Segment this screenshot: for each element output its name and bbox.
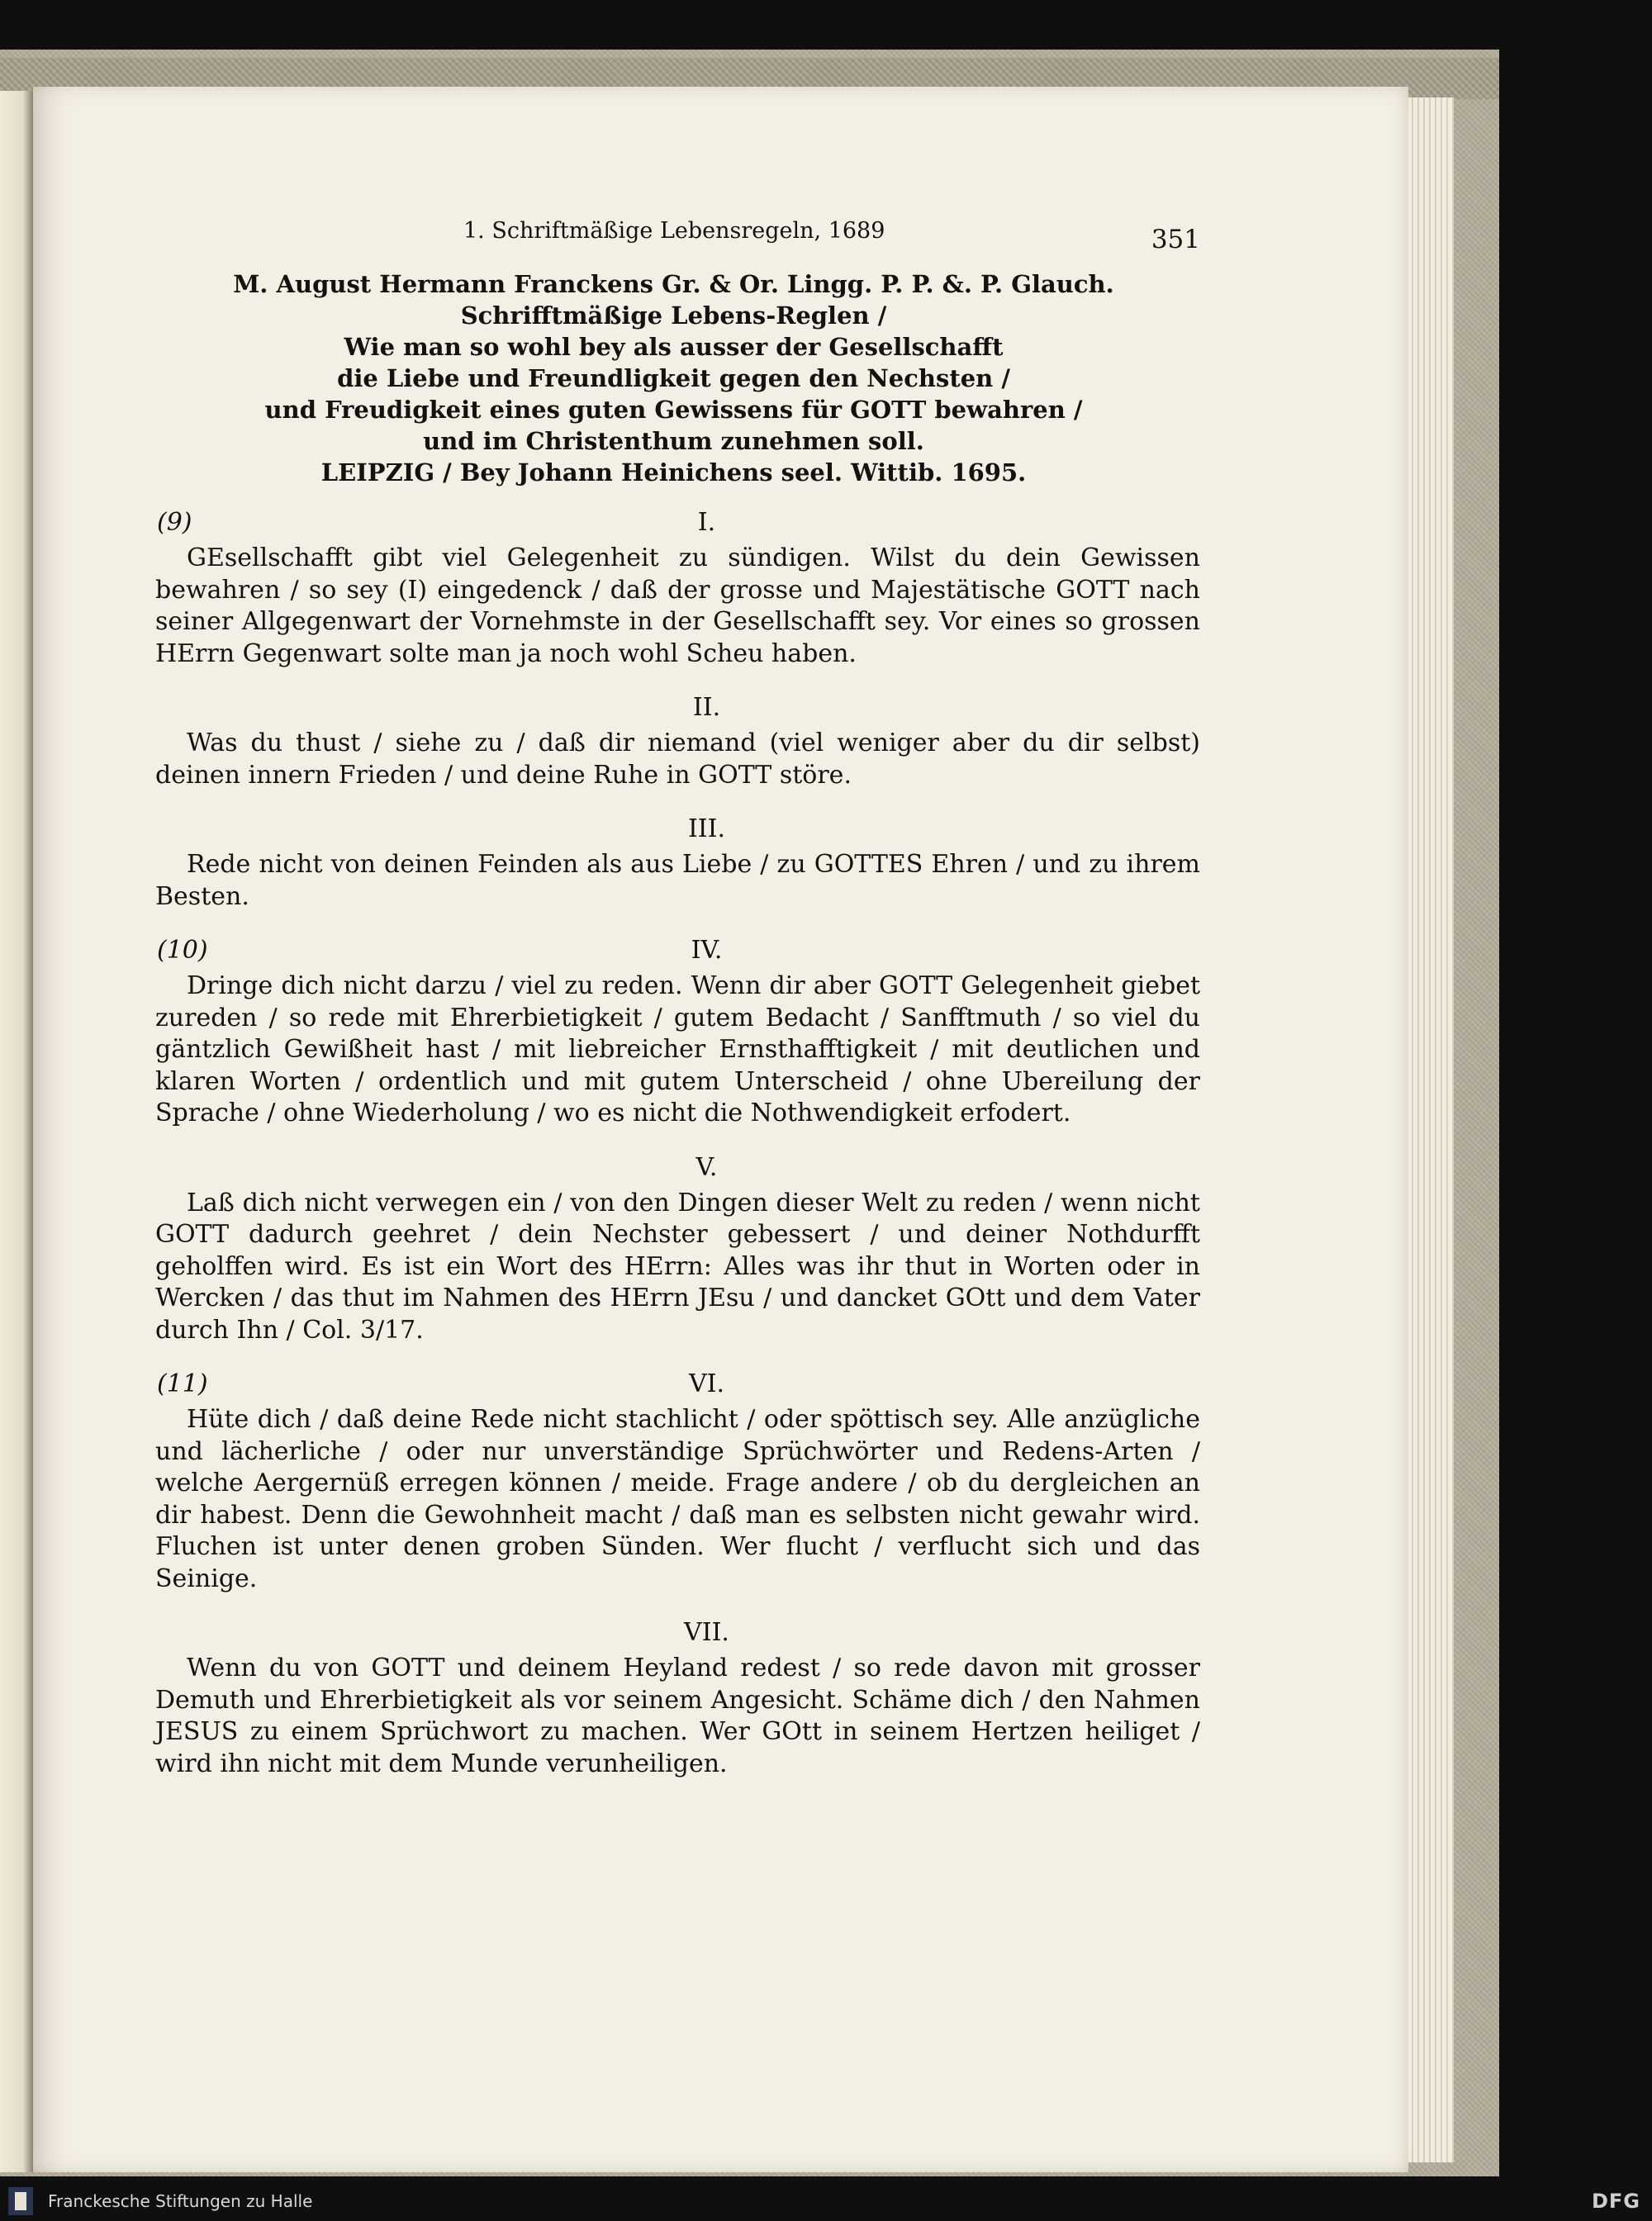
running-title: 1. Schriftmäßige Lebensregeln, 1689 [463,218,885,244]
marginal-number: (11) [157,1369,208,1398]
title-line: die Liebe und Freundligkeit gegen den Nechsten / [337,364,1010,392]
viewer-footer [0,2182,1652,2221]
section-numeral: VI. [688,1369,725,1398]
section-text: Wenn du von GOTT und deinem Heyland redest / so rede davon mit grosser Demuth und Ehrerbietigkeit als vor seinem Angesicht. Schäme dich / den Nahmen JESUS zu einem Sprüchwort zu machen. Wer GOtt in seinem Hertzen heiliget / wird ihn nicht mit dem Munde verunheiligen. [155,1654,1200,1778]
page-content [155,211,1200,1780]
section-text: Dringe dich nicht darzu / viel zu reden. Wenn dir aber GOTT Gelegenheit giebet zureden / so rede mit Ehrerbietigkeit / gutem Bedacht / Sanfftmuth / so viel du gäntzlich Gewißheit hast / mit liebreicher Ernsthafftigkeit / mit deutlichen und klaren Worten / ordentlich und mit gutem Unterscheid / ohne Ubereilung der Sprache / ohne Wiederholung / wo es nicht die Nothwendigkeit erfodert. [155,971,1200,1127]
section-numeral: III. [687,814,726,843]
marginal-number: (9) [157,508,192,537]
section-7 [155,1616,1200,1780]
title-line: Wie man so wohl bey als ausser der Gesellschafft [344,333,1004,361]
title-line: M. August Hermann Franckens Gr. & Or. Lingg. P. P. &. P. Glauch. [233,270,1114,298]
title-line: LEIPZIG / Bey Johann Heinichens seel. Wittib. 1695. [320,458,1027,486]
section-heading [155,691,1200,724]
dfg-logo: DFG [1591,2190,1640,2213]
section-heading [155,934,1200,967]
section-1 [155,506,1200,670]
page-number: 351 [1151,225,1200,254]
section-3 [155,813,1200,913]
institution-name: Franckesche Stiftungen zu Halle [48,2191,313,2211]
section-heading [155,1151,1200,1184]
section-numeral: V. [695,1152,718,1182]
section-numeral: I. [697,508,716,537]
section-heading [155,1368,1200,1401]
section-text: Laß dich nicht verwegen ein / von den Dingen dieser Welt zu reden / wenn nicht GOTT dadurch geehret / dein Nechster gebessert / und deiner Nothdurfft geholffen wird. Es ist ein Wort des HErrn: Alles was ihr thut in Worten oder in Wercken / das thut im Nahmen des HErrn JEsu / und dancket GOtt und dem Vater durch Ihn / Col. 3/17. [155,1188,1200,1345]
title-line: und Freudigkeit eines guten Gewissens für GOTT bewahren / [264,396,1083,424]
title-block [147,268,1200,488]
section-text: GEsellschafft gibt viel Gelegenheit zu sündigen. Wilst du dein Gewissen bewahren / so sey (I) eingedenck / daß der grosse und Majestätische GOTT nach seiner Allgegenwart der Vornehmste in der Gesellschafft sey. Vor eines so grossen HErrn Gegenwart solte man ja noch wohl Scheu haben. [155,543,1200,668]
section-numeral: IV. [691,936,723,965]
section-numeral: VII. [684,1618,729,1647]
running-header [155,211,1200,260]
facing-page-edge [0,91,33,2172]
section-text: Rede nicht von deinen Feinden als aus Liebe / zu GOTTES Ehren / und zu ihrem Besten. [155,850,1200,911]
section-heading [155,506,1200,539]
section-heading [155,1616,1200,1649]
section-5 [155,1151,1200,1347]
section-4 [155,934,1200,1130]
section-numeral: II. [692,693,721,722]
section-6 [155,1368,1200,1595]
title-line: und im Christenthum zunehmen soll. [423,427,924,455]
section-2 [155,691,1200,791]
section-text: Hüte dich / daß deine Rede nicht stachlicht / oder spöttisch sey. Alle anzügliche und lächerliche / oder nur unverständige Sprüchwörter und Redens-Arten / welche Aergernüß erregen können / meide. Frage andere / ob du dergleichen an dir habest. Denn die Gewohnheit macht / daß man es selbsten nicht gewahr wird. Fluchen ist unter denen groben Sünden. Wer flucht / verflucht sich und das Seinige. [155,1405,1200,1593]
marginal-number: (10) [157,936,208,965]
institution-logo-icon [8,2187,33,2215]
section-heading [155,813,1200,846]
title-line: Schrifftmäßige Lebens-Reglen / [460,301,887,330]
section-text: Was du thust / siehe zu / daß dir niemand (viel weniger aber du dir selbst) deinen innern Frieden / und deine Ruhe in GOTT störe. [155,728,1200,790]
